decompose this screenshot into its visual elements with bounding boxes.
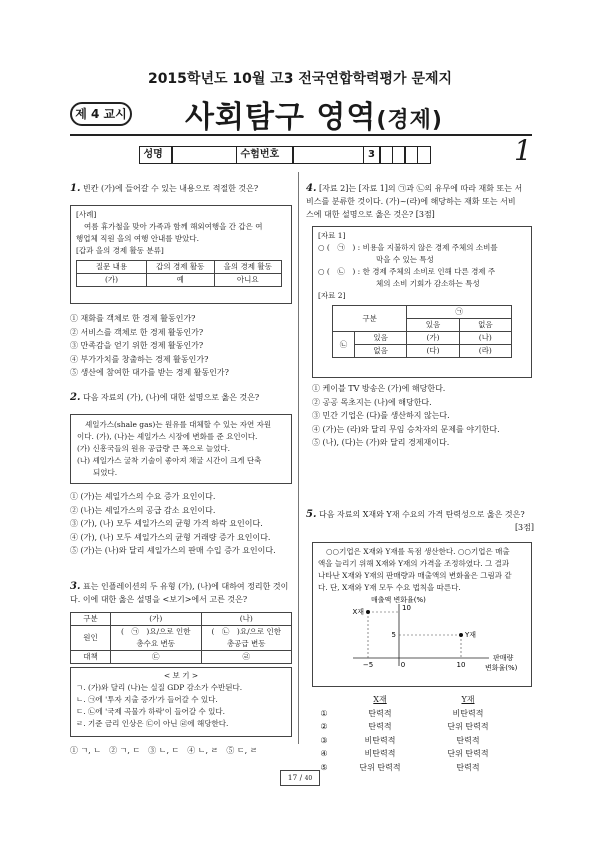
table-cell: ㉣ [201, 651, 292, 664]
table-header: 질문 내용 [77, 261, 147, 274]
box-text: 되었다. [93, 468, 118, 477]
period-badge: 제 4 교시 [70, 102, 132, 126]
bogi-item: ㄹ. 기준 금리 인상은 ㉢이 아닌 ㉣에 해당한다. [76, 719, 229, 728]
row-label: 대책 [71, 651, 111, 664]
option-number: ④ [320, 749, 328, 758]
tick-label: 0 [400, 661, 406, 669]
option[interactable]: ⑤ 생산에 참여한 대가를 받는 경제 활동인가? [70, 368, 229, 377]
data-text: 체의 소비 기회가 감소하는 특성 [376, 279, 480, 288]
question-number: 2. [70, 392, 81, 403]
answer-row[interactable] [312, 707, 512, 721]
data-point-y [459, 633, 463, 637]
page-number: 1 [514, 134, 532, 167]
tick-label: 10 [402, 604, 411, 612]
row-label: 있음 [355, 332, 407, 345]
point-label: X재 [352, 608, 364, 616]
table-cell: ㉢ [111, 651, 202, 664]
question-3-stem [70, 580, 295, 606]
box-text: 나타난 X재와 Y재의 판매량과 매출액의 변화율은 그림과 같 [318, 571, 512, 580]
table-cell: ( ㉡ )요/으로 인한 [211, 627, 281, 636]
table-cell: (라) [459, 345, 511, 358]
bogi-title: < 보 기 > [163, 671, 199, 680]
option-y: 탄력적 [456, 762, 480, 772]
option[interactable]: ④ (가), (나) 모두 셰일가스의 균형 거래량 증가 요인이다. [70, 532, 271, 542]
option[interactable]: ② (나)는 셰일가스의 공급 감소 요인이다. [70, 505, 216, 515]
q5-info-box [312, 542, 532, 687]
table-cell: (가) [77, 274, 147, 287]
question-text: 표는 인플레이션의 두 유형 (가), (나)에 대하여 정리한 것이 [83, 582, 289, 591]
question-text: 다음 자료의 (가), (나)에 대한 설명으로 옳은 것은? [83, 393, 260, 402]
option-y: 단위 탄력적 [447, 749, 489, 758]
row-label: 없음 [355, 345, 407, 358]
question-text: 다음 자료의 X재와 Y재 수요의 가격 탄력성으로 옳은 것은? [319, 510, 525, 519]
table-header: 구분 [71, 613, 111, 626]
answer-row[interactable] [312, 747, 512, 761]
option[interactable]: ③ (가), (나) 모두 셰일가스의 균형 가격 하락 요인이다. [70, 519, 263, 528]
data-point-x [366, 610, 370, 614]
q3-options[interactable]: ① ㄱ, ㄴ ② ㄱ, ㄷ ③ ㄴ, ㄷ ④ ㄴ, ㄹ ⑤ ㄷ, ㄹ [70, 746, 258, 755]
question-text: 다. 이에 대한 옳은 설명을 <보기>에서 고른 것은? [70, 595, 248, 604]
bogi-item: ㄷ. ㉡에 '국제 곡물가 하락'이 들어갈 수 있다. [76, 707, 225, 716]
option-x: 단위 탄력적 [359, 762, 401, 772]
exam-no-digit: 3 [363, 146, 381, 164]
table-header: 있음 [407, 319, 459, 332]
question-text: 스에 대한 설명으로 옳은 것은? [3점] [306, 210, 435, 219]
box-text: 셰일가스(shale gas)는 원유를 대체할 수 있는 자연 자원 [85, 420, 272, 429]
chart-xlabel: 판매량 [493, 654, 514, 662]
table-header: 구분 [333, 306, 407, 332]
option-x: 탄력적 [368, 708, 392, 718]
q2-info-box [70, 414, 292, 484]
question-4-stem [306, 182, 534, 221]
q5-chart [313, 594, 531, 680]
option[interactable]: ② 공공 목초지는 (나)에 해당한다. [312, 397, 432, 407]
option[interactable]: ① 케이블 TV 방송은 (가)에 해당한다. [312, 384, 446, 393]
option[interactable]: ① 재화를 객체로 한 경제 활동인가? [70, 314, 196, 323]
row-label: ㉡ [333, 332, 355, 358]
question-text: 비스를 분류한 것이다. (가)~(라)에 해당하는 재화 또는 서비 [306, 197, 516, 206]
q5-answer-table [312, 693, 512, 774]
option[interactable]: ③ 민간 기업은 (다)를 생산하지 않는다. [312, 411, 450, 420]
data-text: ○ ( ㉡ ) : 한 경제 주체의 소비로 인해 다른 경제 주 [318, 267, 496, 276]
question-text: [자료 2]는 [자료 1]의 ㉠과 ㉡의 유무에 따라 재화 또는 서 [319, 184, 523, 193]
table-cell: (나) [459, 332, 511, 345]
question-5-stem [306, 508, 534, 534]
question-number: 3. [70, 581, 81, 592]
answer-row[interactable] [312, 734, 512, 748]
subject-sub: (경제) [376, 108, 443, 133]
box-text: 다. 단, X재와 Y재 모두 수요 법칙을 따른다. [318, 583, 461, 592]
option-number: ① [320, 708, 328, 718]
table-cell: ( ㉠ )요/으로 인한 [121, 627, 191, 636]
box-text: 액을 늘리기 위해 X재와 Y재의 가격을 조정하였다. 그 결과 [318, 559, 510, 568]
table-header: (나) [201, 613, 292, 626]
box-text: 행업체 직원 을의 여행 안내를 받았다. [76, 234, 199, 243]
option[interactable]: ④ (가)는 (라)와 달리 무임 승차자의 문제를 야기한다. [312, 424, 500, 434]
q3-inflation-table [70, 612, 292, 664]
option-x: 비탄력적 [364, 749, 396, 758]
option-number: ② [320, 722, 328, 731]
subject-name: 사회탐구 영역 [185, 100, 377, 135]
subject-title [185, 92, 443, 136]
option-x: 탄력적 [368, 722, 392, 731]
footer-page-indicator: 17 / 40 [280, 770, 320, 786]
option[interactable]: ① (가)는 셰일가스의 수요 증가 요인이다. [70, 492, 216, 501]
data-text: 막을 수 있는 특성 [376, 255, 434, 264]
box-text: ○○기업은 X재와 Y재를 독점 생산한다. ○○기업은 매출 [326, 547, 510, 556]
bogi-item: ㄴ. ㉠에 '투자 지출 증가'가 들어갈 수 있다. [76, 695, 218, 704]
option-y: 단위 탄력적 [447, 722, 489, 731]
q1-options [70, 312, 295, 380]
table-header: ㉠ [407, 306, 512, 319]
chart-xlabel: 변화율(%) [485, 664, 518, 672]
question-number: 1. [70, 183, 81, 194]
table-cell: 아니요 [214, 274, 282, 287]
box-text: 이다. (가), (나)는 셰일가스 시장에 변화를 준 요인이다. [77, 432, 258, 441]
footer-page: 17 [287, 773, 298, 782]
tick-label: 10 [456, 661, 466, 669]
question-1-stem [70, 182, 292, 195]
footer-total: 40 [304, 775, 313, 782]
question-number: 5. [306, 509, 317, 520]
header-rule [70, 134, 532, 136]
data-title: [자료 2] [318, 291, 346, 300]
answer-row[interactable] [312, 720, 512, 734]
option[interactable]: ② 서비스를 객체로 한 경제 활동인가? [70, 327, 204, 337]
option-number: ③ [320, 735, 328, 745]
q2-options [70, 490, 295, 558]
option-number: ⑤ [320, 762, 328, 772]
option-y: 탄력적 [456, 735, 480, 745]
student-info-row [140, 146, 431, 164]
exam-no-label: 수험번호 [236, 146, 294, 164]
q3-bogi-box [70, 667, 292, 737]
column-header: Y재 [461, 695, 475, 704]
chart-ylabel: 매출액 변화율(%) [371, 596, 426, 604]
table-cell: 총공급 변동 [226, 639, 266, 648]
point-label: Y재 [465, 631, 477, 639]
option-x: 비탄력적 [364, 735, 396, 745]
question-2-stem [70, 391, 295, 404]
q4-options [312, 382, 537, 450]
table-header: (가) [111, 613, 202, 626]
table-cell: (가) [407, 332, 459, 345]
answer-row[interactable] [312, 761, 512, 775]
box-subtitle: [갑과 을의 경제 활동 분류] [76, 246, 164, 255]
table-header: 을의 경제 활동 [214, 261, 282, 274]
option[interactable]: ④ 부가가치를 창출하는 경제 활동인가? [70, 354, 209, 364]
bogi-item: ㄱ. (가)와 달리 (나)는 실질 GDP 감소가 수반된다. [76, 683, 243, 692]
question-text: 빈칸 (가)에 들어갈 수 있는 내용으로 적절한 것은? [83, 184, 259, 193]
data-title: [자료 1] [318, 231, 346, 240]
name-field[interactable] [171, 146, 237, 164]
exam-title: 2015학년도 10월 고3 전국연합학력평가 문제지 [147, 71, 453, 87]
box-text: (가) 신흥국들의 원유 공급량 큰 폭으로 늘었다. [77, 444, 230, 453]
exam-no-box[interactable] [417, 146, 431, 164]
column-divider [298, 172, 299, 744]
tick-label: −5 [362, 661, 374, 669]
q4-data-box [312, 226, 532, 378]
table-header: 없음 [459, 319, 511, 332]
table-header: 갑의 경제 활동 [147, 261, 215, 274]
table-cell: 총수요 변동 [136, 639, 176, 648]
option[interactable]: ③ 만족감을 얻기 위한 경제 활동인가? [70, 341, 204, 350]
q1-classification-table [76, 260, 282, 287]
tick-label: 5 [391, 631, 396, 639]
row-label: 원인 [71, 626, 111, 651]
data-text: ○ ( ㉠ ) : 비용을 지불하지 않은 경제 주체의 소비를 [318, 243, 498, 252]
q4-goods-table [332, 305, 512, 358]
table-cell: 예 [147, 274, 215, 287]
question-points: [3점] [514, 523, 534, 532]
question-number: 4. [306, 183, 317, 194]
exam-no-field[interactable] [292, 146, 364, 164]
box-text: 여름 휴가철을 맞아 가족과 함께 해외여행을 간 갑은 여 [84, 222, 263, 231]
table-cell: (다) [407, 345, 459, 358]
column-header: X재 [373, 695, 387, 704]
option[interactable]: ⑤ (가)는 (나)와 달리 셰일가스의 판매 수입 증가 요인이다. [70, 546, 276, 555]
q1-case-box [70, 205, 292, 304]
option[interactable]: ⑤ (나), (다)는 (가)와 달리 경제재이다. [312, 438, 450, 447]
box-text: (나) 셰일가스 굴착 기술이 좋아져 채굴 시간이 크게 단축 [77, 456, 262, 465]
option-y: 비탄력적 [452, 708, 484, 718]
box-title: [사례] [76, 210, 97, 219]
name-label: 성명 [139, 146, 173, 164]
